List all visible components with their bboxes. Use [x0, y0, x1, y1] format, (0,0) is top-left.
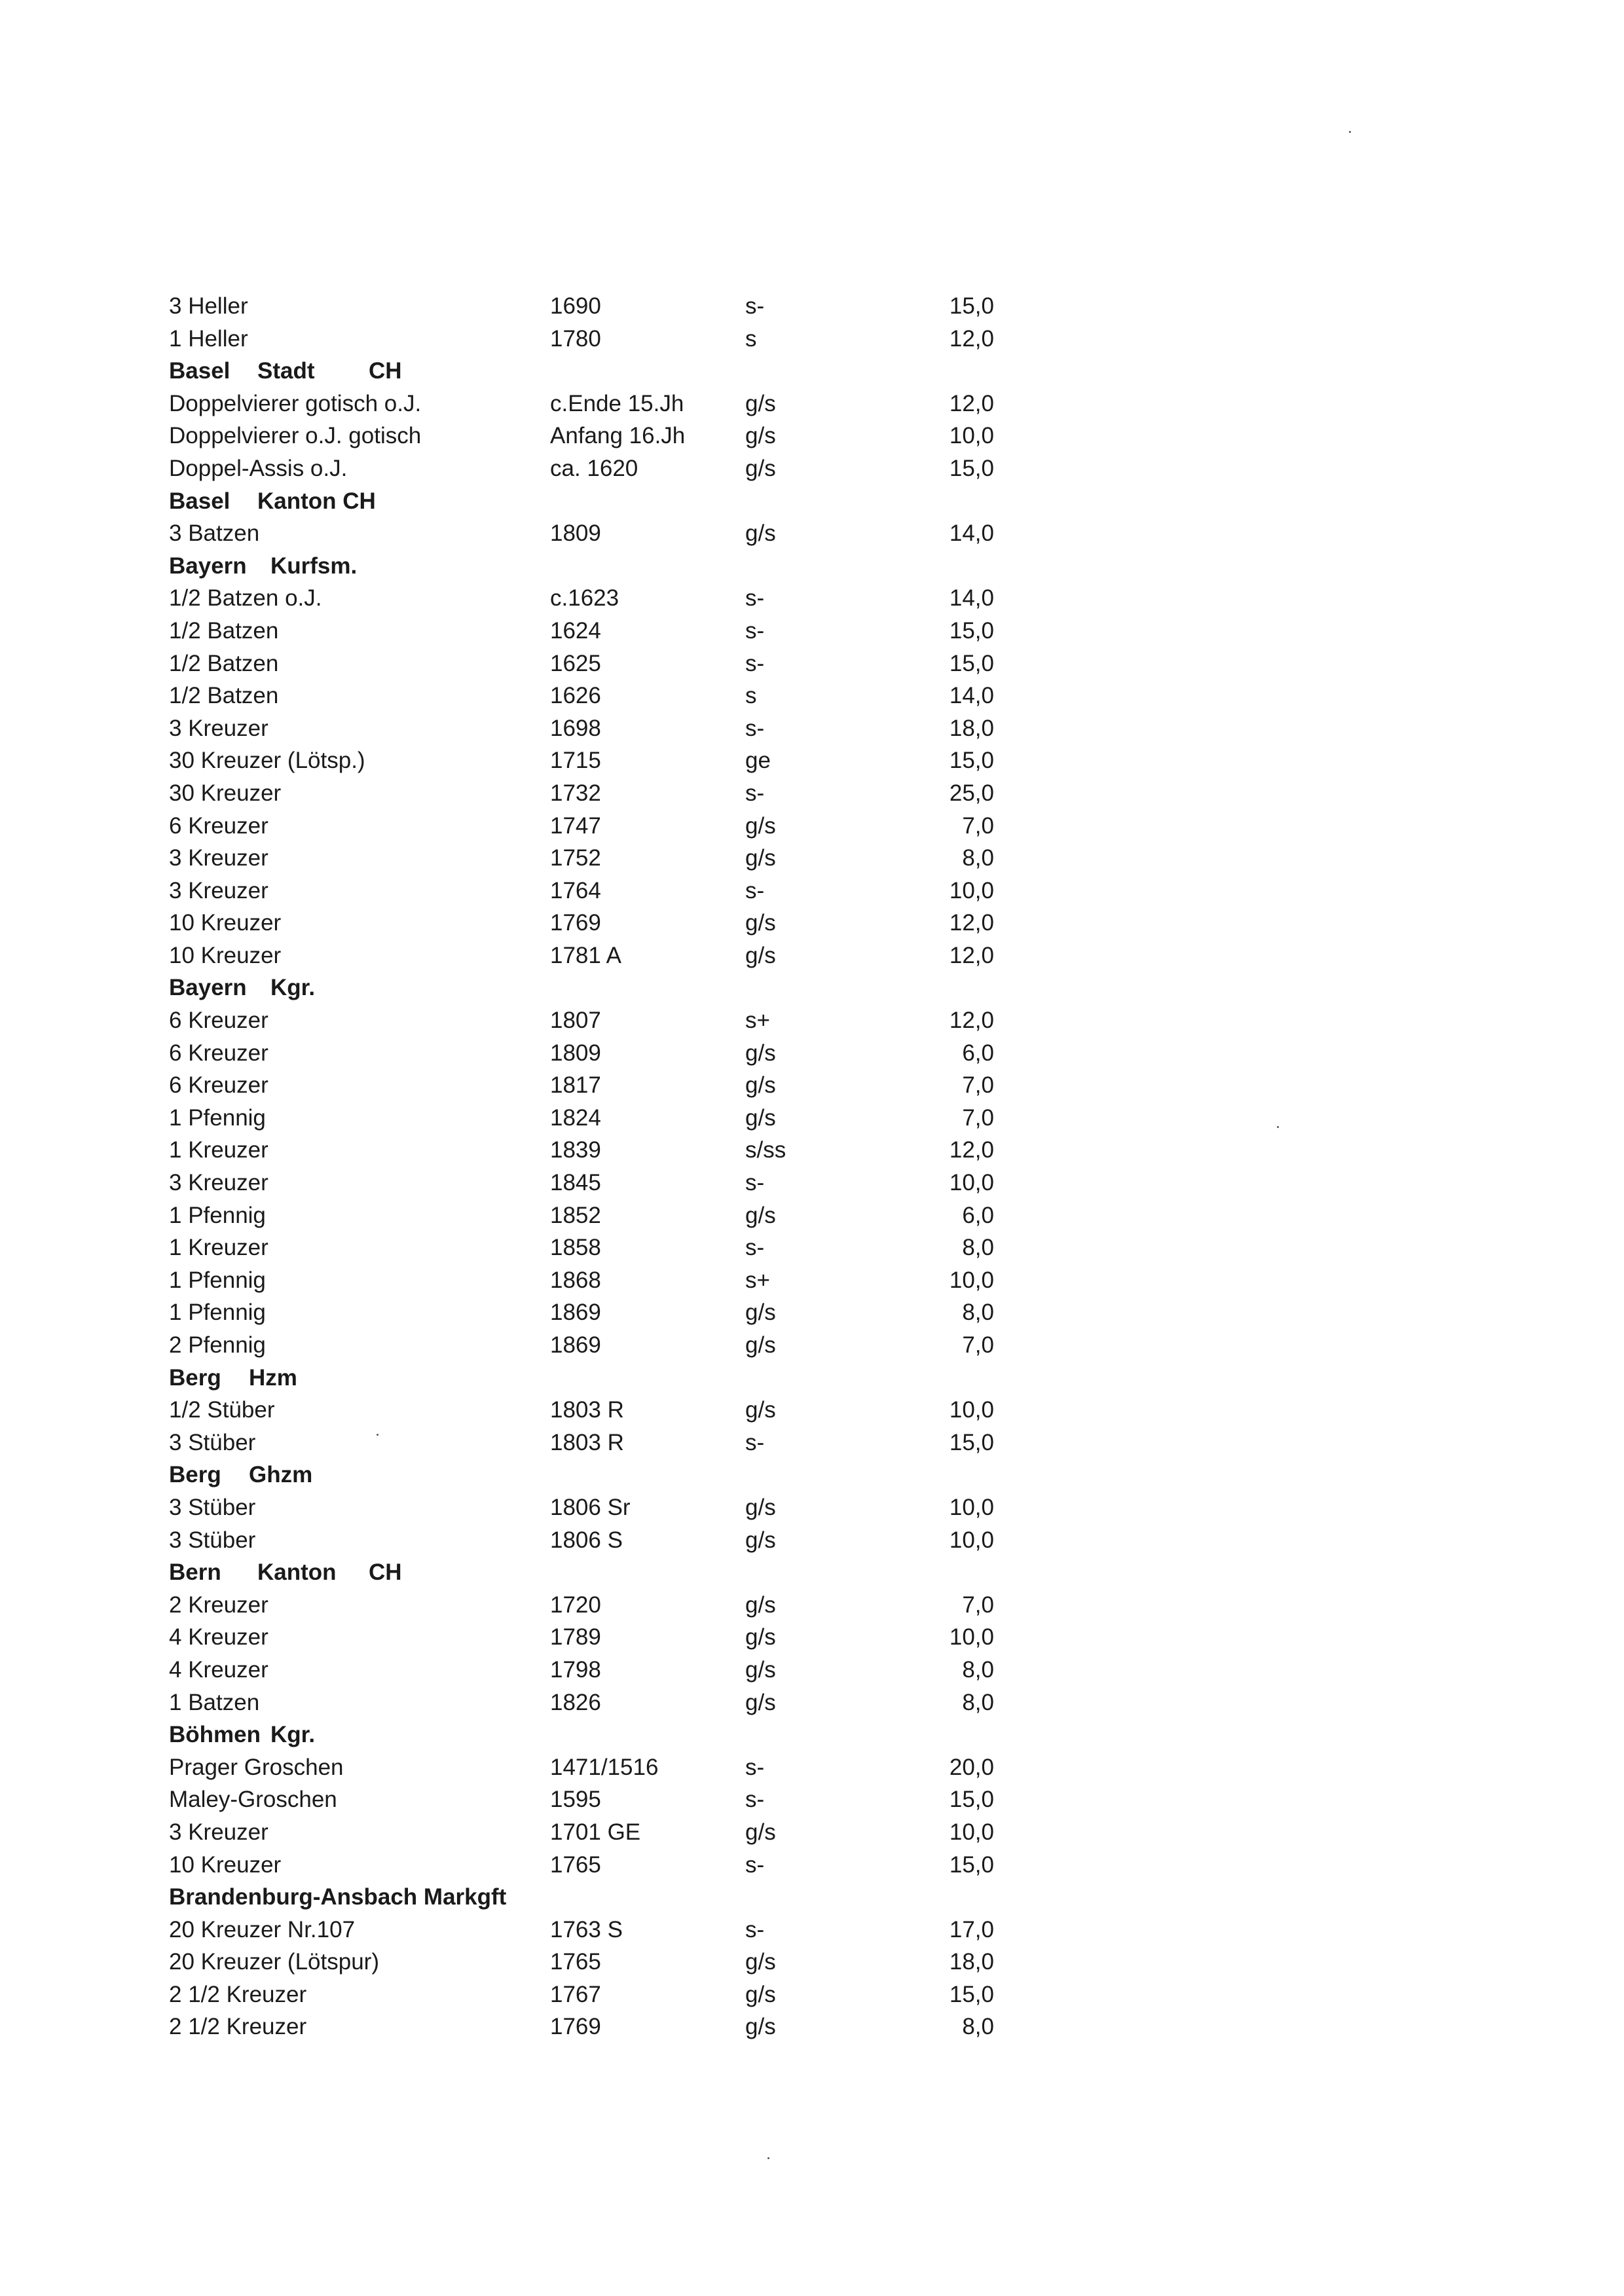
section-heading-part: Kanton — [257, 1559, 337, 1586]
section-heading-part: CH — [369, 358, 402, 384]
coin-year: 1769 — [550, 2014, 601, 2040]
table-row — [169, 388, 1020, 420]
coin-grade: g/s — [745, 1202, 776, 1228]
coin-year: 1869 — [550, 1300, 601, 1326]
coin-name: 6 Kreuzer — [169, 812, 268, 839]
coin-name: 3 Kreuzer — [169, 1170, 268, 1196]
coin-name: 4 Kreuzer — [169, 1656, 268, 1683]
table-row — [169, 2011, 1020, 2043]
coin-price-list — [169, 290, 1020, 2043]
coin-price: 8,0 — [962, 1689, 994, 1715]
coin-grade: g/s — [745, 1624, 776, 1650]
coin-grade: g/s — [745, 423, 776, 449]
table-row — [169, 1783, 1020, 1816]
coin-price: 14,0 — [949, 585, 994, 611]
table-row — [169, 1102, 1020, 1135]
coin-year: 1764 — [550, 877, 601, 903]
section-heading-part: Stadt — [257, 358, 315, 384]
table-row — [169, 1686, 1020, 1719]
coin-year: 1780 — [550, 325, 601, 352]
coin-year: 1806 S — [550, 1527, 623, 1553]
table-row — [169, 615, 1020, 647]
table-row — [169, 290, 1020, 323]
coin-year: ca. 1620 — [550, 455, 638, 481]
section-heading-part: Kanton CH — [257, 488, 376, 514]
coin-grade: g/s — [745, 1332, 776, 1358]
coin-year: c.Ende 15.Jh — [550, 390, 684, 416]
coin-grade: s- — [745, 617, 765, 644]
table-row — [169, 647, 1020, 680]
coin-grade: s+ — [745, 1267, 770, 1293]
coin-name: 6 Kreuzer — [169, 1008, 268, 1034]
coin-grade: g/s — [745, 1072, 776, 1099]
coin-grade: s- — [745, 585, 765, 611]
coin-year: 1752 — [550, 845, 601, 871]
section-heading — [169, 1362, 1020, 1394]
table-row — [169, 1978, 1020, 2011]
coin-name: 1 Pfennig — [169, 1104, 266, 1131]
coin-price: 10,0 — [949, 1170, 994, 1196]
coin-year: 1803 R — [550, 1429, 624, 1455]
coin-price: 8,0 — [962, 1300, 994, 1326]
coin-year: 1595 — [550, 1787, 601, 1813]
coin-price: 7,0 — [962, 1332, 994, 1358]
coin-name: 20 Kreuzer (Lötspur) — [169, 1949, 379, 1975]
coin-year: 1767 — [550, 1981, 601, 2007]
coin-price: 20,0 — [949, 1754, 994, 1780]
coin-price: 10,0 — [949, 423, 994, 449]
coin-name: Maley-Groschen — [169, 1787, 337, 1813]
coin-year: 1824 — [550, 1104, 601, 1131]
table-row — [169, 1914, 1020, 1946]
coin-grade: g/s — [745, 1949, 776, 1975]
table-row — [169, 1069, 1020, 1102]
table-row — [169, 1524, 1020, 1557]
coin-grade: s- — [745, 1235, 765, 1261]
coin-price: 12,0 — [949, 390, 994, 416]
coin-name: 1/2 Batzen — [169, 683, 279, 709]
table-row — [169, 744, 1020, 777]
coin-year: 1839 — [550, 1137, 601, 1163]
coin-grade: g/s — [745, 1300, 776, 1326]
coin-name: 1/2 Batzen o.J. — [169, 585, 322, 611]
coin-price: 12,0 — [949, 325, 994, 352]
coin-grade: s- — [745, 877, 765, 903]
coin-year: 1789 — [550, 1624, 601, 1650]
coin-grade: g/s — [745, 1592, 776, 1618]
coin-name: 1/2 Batzen — [169, 650, 279, 676]
coin-grade: s- — [745, 1429, 765, 1455]
table-row — [169, 875, 1020, 907]
section-heading-part: Basel — [169, 358, 231, 384]
section-heading-part: Bern — [169, 1559, 221, 1586]
coin-year: c.1623 — [550, 585, 619, 611]
coin-grade: s- — [745, 1851, 765, 1878]
coin-grade: g/s — [745, 1819, 776, 1845]
table-row — [169, 1816, 1020, 1849]
coin-price: 12,0 — [949, 910, 994, 936]
table-row — [169, 777, 1020, 810]
section-heading-part: Kgr. — [270, 975, 316, 1001]
coin-price: 15,0 — [949, 650, 994, 676]
coin-year: 1765 — [550, 1851, 601, 1878]
coin-grade: g/s — [745, 1656, 776, 1683]
coin-year: Anfang 16.Jh — [550, 423, 686, 449]
coin-price: 10,0 — [949, 1624, 994, 1650]
coin-year: 1809 — [550, 1040, 601, 1066]
coin-name: 1/2 Stüber — [169, 1397, 275, 1423]
table-row — [169, 1037, 1020, 1070]
coin-price: 10,0 — [949, 1819, 994, 1845]
coin-grade: s — [745, 325, 757, 352]
coin-year: 1701 GE — [550, 1819, 641, 1845]
coin-price: 18,0 — [949, 1949, 994, 1975]
coin-name: 6 Kreuzer — [169, 1040, 268, 1066]
section-heading — [169, 1556, 1020, 1589]
coin-name: Doppelvierer gotisch o.J. — [169, 390, 422, 416]
table-row — [169, 1621, 1020, 1654]
coin-grade: g/s — [745, 910, 776, 936]
coin-price: 15,0 — [949, 1851, 994, 1878]
coin-grade: s- — [745, 1170, 765, 1196]
section-heading-part: Brandenburg-Ansbach Markgft — [169, 1884, 507, 1910]
coin-name: 1 Pfennig — [169, 1267, 266, 1293]
table-row — [169, 517, 1020, 550]
section-heading-part: Bayern — [169, 553, 247, 579]
coin-year: 1826 — [550, 1689, 601, 1715]
coin-name: 1/2 Batzen — [169, 617, 279, 644]
coin-year: 1809 — [550, 520, 601, 547]
coin-name: 1 Heller — [169, 325, 248, 352]
coin-price: 10,0 — [949, 1397, 994, 1423]
coin-price: 7,0 — [962, 1592, 994, 1618]
section-heading-part: Hzm — [249, 1364, 297, 1391]
coin-year: 1732 — [550, 780, 601, 806]
coin-name: 1 Pfennig — [169, 1300, 266, 1326]
table-row — [169, 452, 1020, 485]
table-row — [169, 582, 1020, 615]
coin-grade: g/s — [745, 812, 776, 839]
coin-name: 2 1/2 Kreuzer — [169, 2014, 307, 2040]
coin-price: 7,0 — [962, 1104, 994, 1131]
coin-price: 15,0 — [949, 617, 994, 644]
coin-name: 3 Kreuzer — [169, 845, 268, 871]
coin-price: 15,0 — [949, 1429, 994, 1455]
coin-name: 3 Batzen — [169, 520, 260, 547]
coin-year: 1869 — [550, 1332, 601, 1358]
coin-year: 1471/1516 — [550, 1754, 659, 1780]
coin-year: 1806 Sr — [550, 1494, 631, 1520]
coin-grade: s- — [745, 1787, 765, 1813]
coin-price: 15,0 — [949, 1787, 994, 1813]
coin-grade: g/s — [745, 942, 776, 968]
table-row — [169, 1394, 1020, 1427]
coin-grade: g/s — [745, 1527, 776, 1553]
section-heading-part: Böhmen — [169, 1722, 261, 1748]
table-row — [169, 1589, 1020, 1622]
coin-name: 1 Pfennig — [169, 1202, 266, 1228]
scan-speck — [767, 2157, 769, 2159]
coin-name: 10 Kreuzer — [169, 942, 282, 968]
coin-price: 14,0 — [949, 520, 994, 547]
table-row — [169, 810, 1020, 843]
coin-year: 1858 — [550, 1235, 601, 1261]
coin-year: 1803 R — [550, 1397, 624, 1423]
coin-year: 1626 — [550, 683, 601, 709]
coin-name: 3 Stüber — [169, 1527, 256, 1553]
coin-name: 30 Kreuzer — [169, 780, 282, 806]
coin-price: 17,0 — [949, 1916, 994, 1942]
coin-name: 3 Kreuzer — [169, 877, 268, 903]
table-row — [169, 939, 1020, 972]
coin-grade: g/s — [745, 2014, 776, 2040]
coin-grade: g/s — [745, 1981, 776, 2007]
coin-year: 1765 — [550, 1949, 601, 1975]
section-heading-part: CH — [369, 1559, 402, 1586]
coin-grade: s — [745, 683, 757, 709]
coin-year: 1747 — [550, 812, 601, 839]
coin-grade: g/s — [745, 1494, 776, 1520]
coin-grade: s- — [745, 1916, 765, 1942]
coin-price: 10,0 — [949, 1267, 994, 1293]
section-heading-part: Ghzm — [249, 1462, 313, 1488]
table-row — [169, 420, 1020, 452]
coin-grade: g/s — [745, 455, 776, 481]
table-row — [169, 1167, 1020, 1199]
coin-name: 10 Kreuzer — [169, 910, 282, 936]
coin-price: 15,0 — [949, 1981, 994, 2007]
coin-name: 1 Batzen — [169, 1689, 260, 1715]
coin-price: 8,0 — [962, 2014, 994, 2040]
coin-year: 1798 — [550, 1656, 601, 1683]
coin-price: 12,0 — [949, 1137, 994, 1163]
coin-price: 8,0 — [962, 845, 994, 871]
table-row — [169, 1199, 1020, 1232]
coin-year: 1807 — [550, 1008, 601, 1034]
scan-speck — [377, 1434, 378, 1436]
coin-year: 1715 — [550, 748, 601, 774]
coin-grade: s+ — [745, 1008, 770, 1034]
coin-price: 8,0 — [962, 1656, 994, 1683]
coin-year: 1720 — [550, 1592, 601, 1618]
section-heading-part: Bayern — [169, 975, 247, 1001]
coin-year: 1690 — [550, 293, 601, 319]
coin-year: 1769 — [550, 910, 601, 936]
coin-price: 10,0 — [949, 1494, 994, 1520]
coin-year: 1845 — [550, 1170, 601, 1196]
coin-price: 15,0 — [949, 455, 994, 481]
coin-price: 10,0 — [949, 1527, 994, 1553]
coin-price: 7,0 — [962, 812, 994, 839]
section-heading-part: Berg — [169, 1462, 221, 1488]
table-row — [169, 1264, 1020, 1297]
table-row — [169, 323, 1020, 355]
section-heading — [169, 1881, 1020, 1914]
coin-name: 30 Kreuzer (Lötsp.) — [169, 748, 365, 774]
coin-price: 15,0 — [949, 748, 994, 774]
coin-grade: g/s — [745, 1104, 776, 1131]
coin-name: 2 Pfennig — [169, 1332, 266, 1358]
coin-year: 1817 — [550, 1072, 601, 1099]
table-row — [169, 1751, 1020, 1784]
coin-grade: s- — [745, 715, 765, 741]
table-row — [169, 1491, 1020, 1524]
coin-name: Prager Groschen — [169, 1754, 344, 1780]
coin-grade: g/s — [745, 845, 776, 871]
coin-year: 1781 A — [550, 942, 621, 968]
coin-name: 3 Kreuzer — [169, 1819, 268, 1845]
coin-price: 6,0 — [962, 1040, 994, 1066]
coin-year: 1763 S — [550, 1916, 623, 1942]
coin-grade: s- — [745, 293, 765, 319]
table-row — [169, 712, 1020, 745]
coin-grade: g/s — [745, 1397, 776, 1423]
coin-name: 3 Heller — [169, 293, 248, 319]
coin-name: 2 Kreuzer — [169, 1592, 268, 1618]
section-heading — [169, 355, 1020, 388]
coin-price: 7,0 — [962, 1072, 994, 1099]
table-row — [169, 1134, 1020, 1167]
coin-name: 3 Kreuzer — [169, 715, 268, 741]
table-row — [169, 1231, 1020, 1264]
coin-year: 1852 — [550, 1202, 601, 1228]
scan-speck — [1349, 131, 1351, 133]
coin-name: 3 Stüber — [169, 1494, 256, 1520]
coin-grade: s- — [745, 1754, 765, 1780]
section-heading-part: Basel — [169, 488, 231, 514]
table-row — [169, 1427, 1020, 1459]
coin-name: Doppel-Assis o.J. — [169, 455, 348, 481]
section-heading-part: Kgr. — [270, 1722, 316, 1748]
table-row — [169, 1946, 1020, 1978]
coin-grade: g/s — [745, 1040, 776, 1066]
coin-name: Doppelvierer o.J. gotisch — [169, 423, 422, 449]
coin-name: 1 Kreuzer — [169, 1235, 268, 1261]
coin-price: 25,0 — [949, 780, 994, 806]
section-heading — [169, 972, 1020, 1004]
coin-grade: s- — [745, 650, 765, 676]
table-row — [169, 1654, 1020, 1686]
section-heading — [169, 485, 1020, 518]
coin-name: 10 Kreuzer — [169, 1851, 282, 1878]
coin-price: 10,0 — [949, 877, 994, 903]
section-heading-part: Berg — [169, 1364, 221, 1391]
coin-year: 1868 — [550, 1267, 601, 1293]
coin-year: 1625 — [550, 650, 601, 676]
coin-name: 2 1/2 Kreuzer — [169, 1981, 307, 2007]
section-heading — [169, 550, 1020, 583]
table-row — [169, 680, 1020, 712]
coin-price: 12,0 — [949, 942, 994, 968]
coin-price: 18,0 — [949, 715, 994, 741]
scan-speck — [1277, 1126, 1279, 1128]
coin-name: 20 Kreuzer Nr.107 — [169, 1916, 356, 1942]
table-row — [169, 1004, 1020, 1037]
coin-price: 15,0 — [949, 293, 994, 319]
section-heading-part: Kurfsm. — [270, 553, 358, 579]
table-row — [169, 842, 1020, 875]
coin-grade: ge — [745, 748, 771, 774]
coin-grade: s- — [745, 780, 765, 806]
coin-grade: g/s — [745, 390, 776, 416]
coin-name: 4 Kreuzer — [169, 1624, 268, 1650]
coin-year: 1698 — [550, 715, 601, 741]
table-row — [169, 1296, 1020, 1329]
coin-price: 12,0 — [949, 1008, 994, 1034]
section-heading — [169, 1459, 1020, 1491]
coin-price: 8,0 — [962, 1235, 994, 1261]
coin-year: 1624 — [550, 617, 601, 644]
coin-grade: s/ss — [745, 1137, 786, 1163]
table-row — [169, 1329, 1020, 1362]
coin-name: 6 Kreuzer — [169, 1072, 268, 1099]
table-row — [169, 907, 1020, 939]
section-heading — [169, 1719, 1020, 1751]
coin-price: 14,0 — [949, 683, 994, 709]
coin-grade: g/s — [745, 520, 776, 547]
coin-grade: g/s — [745, 1689, 776, 1715]
coin-name: 1 Kreuzer — [169, 1137, 268, 1163]
table-row — [169, 1849, 1020, 1882]
coin-price: 6,0 — [962, 1202, 994, 1228]
coin-name: 3 Stüber — [169, 1429, 256, 1455]
